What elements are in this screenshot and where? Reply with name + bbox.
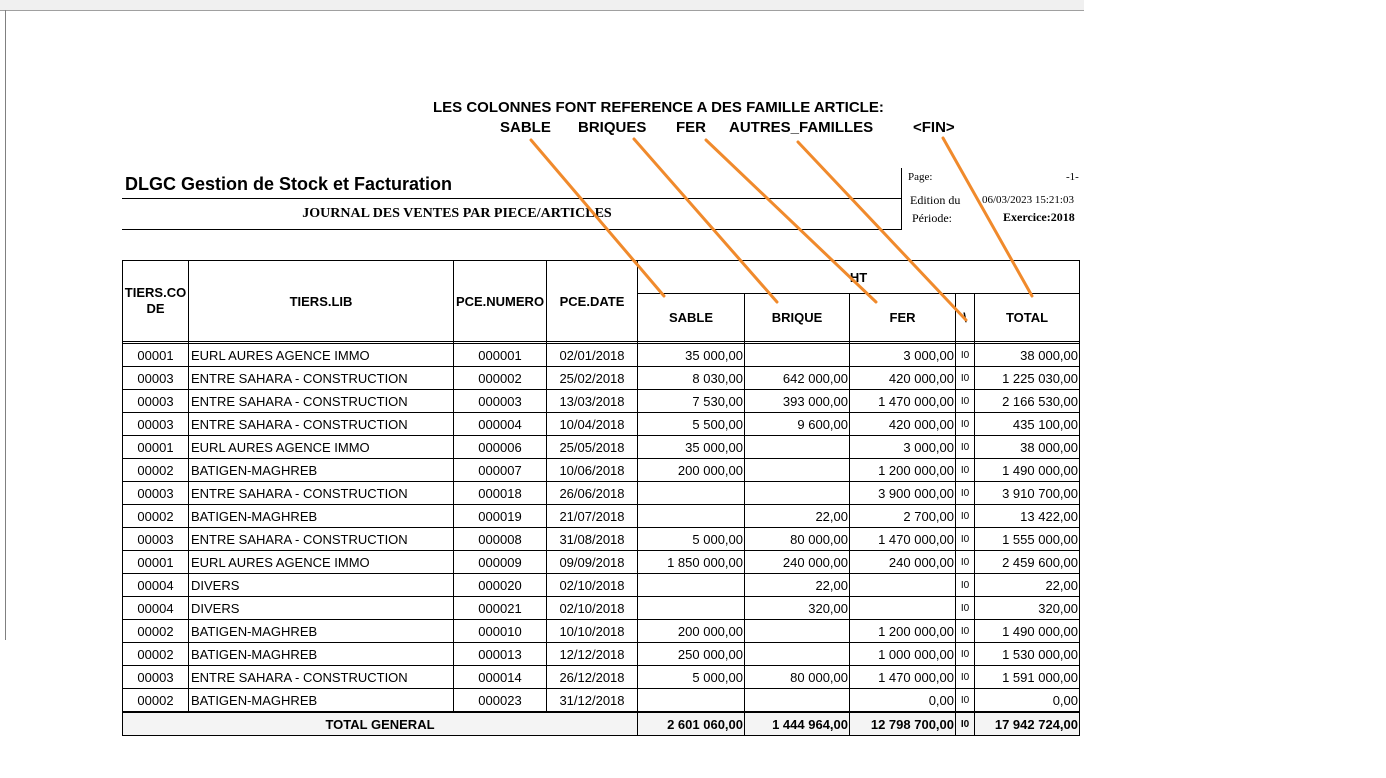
cell-tiers-lib: EURL AURES AGENCE IMMO: [189, 344, 454, 367]
cell-pce-date: 31/08/2018: [547, 528, 638, 551]
cell-tiers-lib: ENTRE SAHARA - CONSTRUCTION: [189, 482, 454, 505]
header-tiers-lib: TIERS.LIB: [189, 261, 454, 342]
cell-pce-numero: 000018: [454, 482, 547, 505]
table-row: [123, 367, 1080, 390]
cell-total: 1 490 000,00: [975, 459, 1080, 482]
cell-brique: 9 600,00: [745, 413, 850, 436]
cell-brique: 240 000,00: [745, 551, 850, 574]
annotation-heading: LES COLONNES FONT REFERENCE A DES FAMILLE ARTICLE:: [433, 99, 884, 116]
edition-label: Edition du: [910, 193, 961, 207]
cell-sable: [638, 597, 745, 620]
cell-autres: I0: [956, 666, 975, 689]
cell-autres: I0: [956, 505, 975, 528]
cell-sable: 35 000,00: [638, 344, 745, 367]
cell-brique: 80 000,00: [745, 666, 850, 689]
cell-brique: [745, 344, 850, 367]
annotation-family-fer: FER: [676, 119, 706, 136]
page-label: Page:: [908, 171, 933, 183]
cell-sable: 5 500,00: [638, 413, 745, 436]
cell-pce-numero: 000019: [454, 505, 547, 528]
cell-pce-numero: 000007: [454, 459, 547, 482]
cell-tiers-code: 00004: [123, 597, 189, 620]
cell-fer: 0,00: [850, 689, 956, 713]
cell-tiers-code: 00002: [123, 505, 189, 528]
cell-autres: I0: [956, 597, 975, 620]
cell-tiers-lib: DIVERS: [189, 574, 454, 597]
cell-tiers-code: 00001: [123, 551, 189, 574]
cell-pce-date: 31/12/2018: [547, 689, 638, 713]
cell-fer: 1 470 000,00: [850, 528, 956, 551]
cell-brique: [745, 689, 850, 713]
cell-pce-date: 02/10/2018: [547, 597, 638, 620]
cell-tiers-code: 00003: [123, 390, 189, 413]
header-tiers-code: TIERS.CODE: [123, 261, 189, 342]
page-value: -1-: [1066, 171, 1079, 183]
cell-fer: 2 700,00: [850, 505, 956, 528]
header-fer: FER: [850, 294, 956, 342]
cell-autres: I0: [956, 367, 975, 390]
cell-total: 0,00: [975, 689, 1080, 713]
table-row: [123, 689, 1080, 713]
header-sable: SABLE: [638, 294, 745, 342]
cell-pce-date: 26/06/2018: [547, 482, 638, 505]
table-row: [123, 666, 1080, 689]
cell-fer: 3 900 000,00: [850, 482, 956, 505]
cell-pce-numero: 000009: [454, 551, 547, 574]
cell-pce-numero: 000008: [454, 528, 547, 551]
header-autres: \: [956, 294, 975, 342]
cell-brique: [745, 643, 850, 666]
cell-tiers-code: 00001: [123, 344, 189, 367]
table-row: [123, 344, 1080, 367]
cell-tiers-code: 00002: [123, 620, 189, 643]
cell-total: 2 459 600,00: [975, 551, 1080, 574]
cell-tiers-code: 00004: [123, 574, 189, 597]
table-row: [123, 551, 1080, 574]
cell-total: 2 166 530,00: [975, 390, 1080, 413]
table-row: [123, 528, 1080, 551]
cell-autres: I0: [956, 528, 975, 551]
app-title: DLGC Gestion de Stock et Facturation: [125, 174, 453, 194]
cell-total: 320,00: [975, 597, 1080, 620]
sales-journal-table: [122, 260, 1080, 736]
cell-tiers-lib: ENTRE SAHARA - CONSTRUCTION: [189, 413, 454, 436]
table-row: [123, 436, 1080, 459]
cell-sable: [638, 482, 745, 505]
cell-tiers-lib: ENTRE SAHARA - CONSTRUCTION: [189, 367, 454, 390]
cell-autres: I0: [956, 413, 975, 436]
header-divider: [901, 168, 902, 230]
cell-total: 38 000,00: [975, 436, 1080, 459]
cell-pce-numero: 000020: [454, 574, 547, 597]
cell-fer: 240 000,00: [850, 551, 956, 574]
cell-tiers-code: 00003: [123, 413, 189, 436]
cell-fer: 1 470 000,00: [850, 390, 956, 413]
cell-tiers-code: 00002: [123, 689, 189, 713]
cell-sable: 35 000,00: [638, 436, 745, 459]
total-total: 17 942 724,00: [975, 712, 1080, 736]
cell-total: 38 000,00: [975, 344, 1080, 367]
cell-sable: [638, 689, 745, 713]
cell-sable: 250 000,00: [638, 643, 745, 666]
cell-autres: I0: [956, 436, 975, 459]
cell-pce-date: 02/01/2018: [547, 344, 638, 367]
annotation-family-briques: BRIQUES: [578, 119, 647, 136]
total-row: [123, 712, 1080, 736]
table-row: [123, 390, 1080, 413]
cell-pce-numero: 000006: [454, 436, 547, 459]
header-brique: BRIQUE: [745, 294, 850, 342]
cell-tiers-lib: EURL AURES AGENCE IMMO: [189, 551, 454, 574]
cell-brique: 22,00: [745, 574, 850, 597]
cell-pce-numero: 000003: [454, 390, 547, 413]
cell-tiers-code: 00002: [123, 459, 189, 482]
cell-total: 1 555 000,00: [975, 528, 1080, 551]
cell-brique: [745, 459, 850, 482]
table-row: [123, 597, 1080, 620]
cell-tiers-lib: ENTRE SAHARA - CONSTRUCTION: [189, 666, 454, 689]
window-top-bar: [0, 0, 1084, 11]
table-row: [123, 620, 1080, 643]
cell-fer: 1 000 000,00: [850, 643, 956, 666]
header-rule-2: [122, 229, 902, 230]
periode-label: Période:: [912, 211, 952, 225]
cell-sable: 8 030,00: [638, 367, 745, 390]
cell-autres: I0: [956, 574, 975, 597]
cell-autres: I0: [956, 344, 975, 367]
cell-autres: I0: [956, 643, 975, 666]
annotation-family-autres: AUTRES_FAMILLES: [729, 119, 874, 136]
cell-pce-numero: 000001: [454, 344, 547, 367]
total-sable: 2 601 060,00: [638, 712, 745, 736]
cell-total: 13 422,00: [975, 505, 1080, 528]
cell-tiers-lib: BATIGEN-MAGHREB: [189, 643, 454, 666]
header-pce-date: PCE.DATE: [547, 261, 638, 342]
total-autres: I0: [956, 712, 975, 736]
table-row: [123, 643, 1080, 666]
cell-fer: 420 000,00: [850, 413, 956, 436]
cell-fer: 1 470 000,00: [850, 666, 956, 689]
cell-pce-date: 25/05/2018: [547, 436, 638, 459]
cell-sable: 5 000,00: [638, 666, 745, 689]
header-rule-1: [122, 198, 902, 199]
cell-brique: [745, 620, 850, 643]
cell-fer: 3 000,00: [850, 436, 956, 459]
cell-sable: [638, 574, 745, 597]
cell-pce-numero: 000013: [454, 643, 547, 666]
cell-total: 3 910 700,00: [975, 482, 1080, 505]
header-ht: HT: [638, 261, 1080, 294]
cell-tiers-code: 00003: [123, 482, 189, 505]
cell-fer: 420 000,00: [850, 367, 956, 390]
cell-pce-date: 25/02/2018: [547, 367, 638, 390]
cell-pce-date: 10/04/2018: [547, 413, 638, 436]
cell-autres: I0: [956, 390, 975, 413]
cell-tiers-lib: ENTRE SAHARA - CONSTRUCTION: [189, 528, 454, 551]
cell-pce-date: 02/10/2018: [547, 574, 638, 597]
cell-pce-numero: 000023: [454, 689, 547, 713]
cell-tiers-code: 00002: [123, 643, 189, 666]
cell-total: 435 100,00: [975, 413, 1080, 436]
cell-sable: 200 000,00: [638, 459, 745, 482]
cell-pce-date: 09/09/2018: [547, 551, 638, 574]
cell-fer: [850, 574, 956, 597]
cell-brique: 320,00: [745, 597, 850, 620]
cell-total: 22,00: [975, 574, 1080, 597]
cell-tiers-lib: BATIGEN-MAGHREB: [189, 620, 454, 643]
cell-tiers-lib: BATIGEN-MAGHREB: [189, 459, 454, 482]
cell-brique: [745, 482, 850, 505]
cell-tiers-lib: BATIGEN-MAGHREB: [189, 505, 454, 528]
table-row: [123, 413, 1080, 436]
report-title: JOURNAL DES VENTES PAR PIECE/ARTICLES: [302, 206, 612, 221]
cell-tiers-lib: ENTRE SAHARA - CONSTRUCTION: [189, 390, 454, 413]
cell-pce-numero: 000014: [454, 666, 547, 689]
cell-tiers-lib: DIVERS: [189, 597, 454, 620]
cell-tiers-code: 00003: [123, 367, 189, 390]
cell-brique: [745, 436, 850, 459]
cell-total: 1 530 000,00: [975, 643, 1080, 666]
edition-value: 06/03/2023 15:21:03: [982, 194, 1074, 206]
header-pce-numero: PCE.NUMERO: [454, 261, 547, 342]
cell-pce-date: 21/07/2018: [547, 505, 638, 528]
total-brique: 1 444 964,00: [745, 712, 850, 736]
cell-sable: 1 850 000,00: [638, 551, 745, 574]
cell-brique: 393 000,00: [745, 390, 850, 413]
cell-tiers-code: 00003: [123, 666, 189, 689]
cell-total: 1 225 030,00: [975, 367, 1080, 390]
cell-pce-numero: 000021: [454, 597, 547, 620]
cell-autres: I0: [956, 482, 975, 505]
cell-fer: [850, 597, 956, 620]
cell-pce-date: 13/03/2018: [547, 390, 638, 413]
window-left-border: [5, 10, 6, 640]
cell-tiers-code: 00001: [123, 436, 189, 459]
total-label: TOTAL GENERAL: [123, 712, 638, 736]
total-fer: 12 798 700,00: [850, 712, 956, 736]
cell-pce-date: 10/06/2018: [547, 459, 638, 482]
table-row: [123, 574, 1080, 597]
cell-autres: I0: [956, 551, 975, 574]
cell-autres: I0: [956, 459, 975, 482]
cell-tiers-code: 00003: [123, 528, 189, 551]
table-row: [123, 459, 1080, 482]
cell-fer: 3 000,00: [850, 344, 956, 367]
cell-sable: 7 530,00: [638, 390, 745, 413]
cell-pce-numero: 000004: [454, 413, 547, 436]
cell-tiers-lib: BATIGEN-MAGHREB: [189, 689, 454, 713]
cell-total: 1 591 000,00: [975, 666, 1080, 689]
cell-autres: I0: [956, 620, 975, 643]
cell-pce-numero: 000002: [454, 367, 547, 390]
cell-pce-date: 10/10/2018: [547, 620, 638, 643]
annotation-family-fin: <FIN>: [913, 119, 955, 136]
table-row: [123, 482, 1080, 505]
cell-total: 1 490 000,00: [975, 620, 1080, 643]
table-row: [123, 505, 1080, 528]
cell-pce-date: 26/12/2018: [547, 666, 638, 689]
cell-sable: 5 000,00: [638, 528, 745, 551]
cell-fer: 1 200 000,00: [850, 620, 956, 643]
cell-tiers-lib: EURL AURES AGENCE IMMO: [189, 436, 454, 459]
cell-autres: I0: [956, 689, 975, 713]
cell-brique: 642 000,00: [745, 367, 850, 390]
cell-brique: 80 000,00: [745, 528, 850, 551]
cell-pce-date: 12/12/2018: [547, 643, 638, 666]
cell-brique: 22,00: [745, 505, 850, 528]
cell-pce-numero: 000010: [454, 620, 547, 643]
header-total: TOTAL: [975, 294, 1080, 342]
cell-sable: 200 000,00: [638, 620, 745, 643]
cell-fer: 1 200 000,00: [850, 459, 956, 482]
annotation-family-sable: SABLE: [500, 119, 551, 136]
cell-sable: [638, 505, 745, 528]
periode-value: Exercice:2018: [1003, 210, 1075, 224]
